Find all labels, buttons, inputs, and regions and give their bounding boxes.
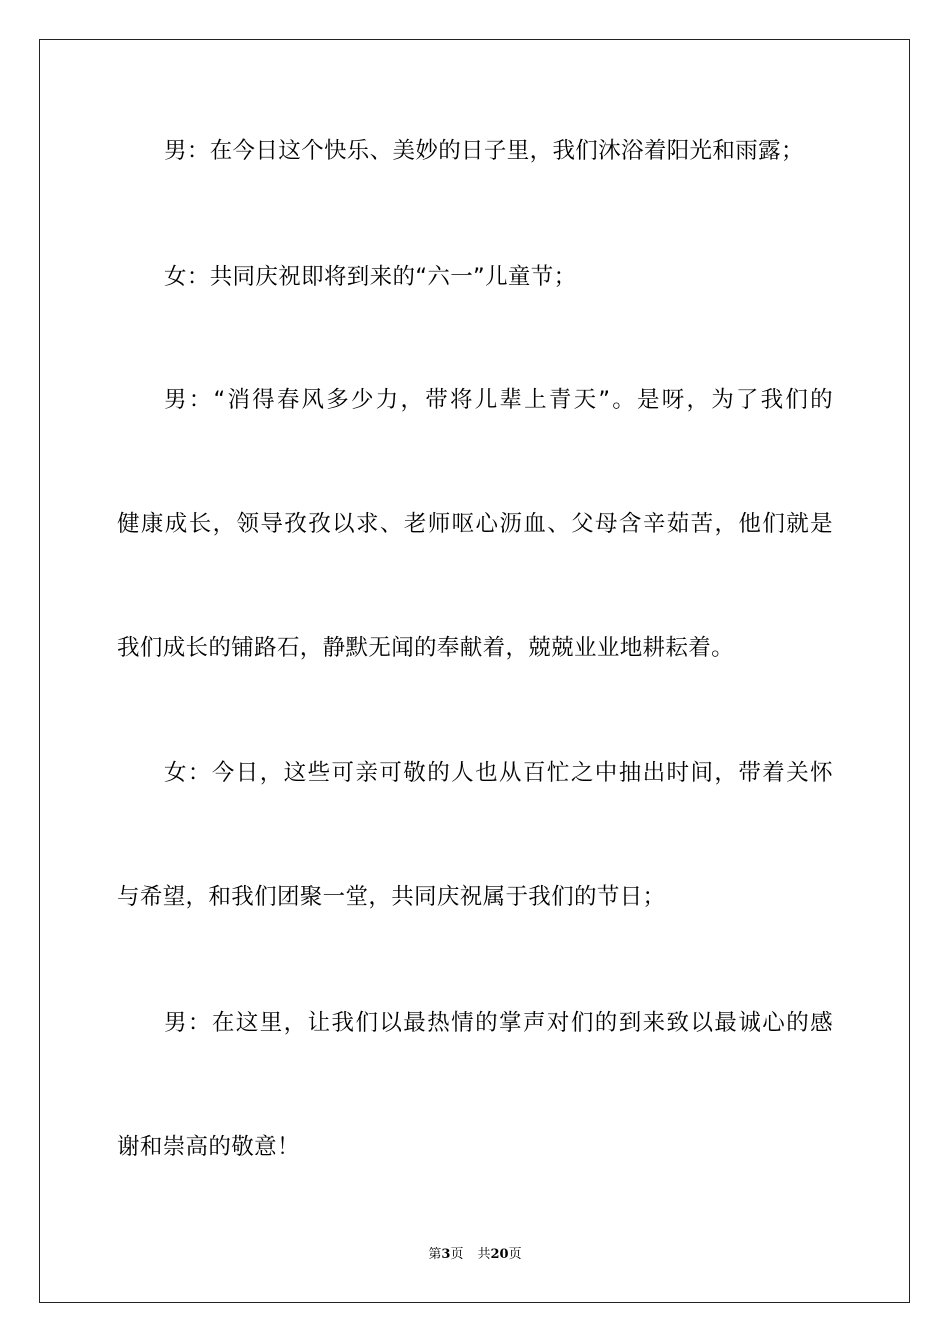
paragraph-line-2: 女：共同庆祝即将到来的“六一”儿童节； — [164, 264, 577, 290]
page-number: 3 — [441, 1247, 451, 1262]
paragraph-line-5: 我们成长的铺路石，静默无闻的奉献着，兢兢业业地耕耘着。 — [117, 635, 734, 661]
total-label-suffix: 页 — [508, 1247, 522, 1262]
total-label-prefix: 共 — [477, 1247, 491, 1262]
paragraph-line-7: 与希望，和我们团聚一堂，共同庆祝属于我们的节日； — [117, 884, 666, 910]
paragraph-line-1: 男：在今日这个快乐、美妙的日子里，我们沐浴着阳光和雨露； — [164, 138, 804, 164]
page-footer — [0, 1246, 950, 1264]
paragraph-line-8: 男：在这里，让我们以最热情的掌声对们的到来致以最诚心的感 — [164, 1010, 833, 1036]
paragraph-line-3: 男：“消得春风多少力，带将儿辈上青天”。是呀，为了我们的 — [164, 387, 833, 413]
total-pages: 20 — [490, 1247, 509, 1262]
page-label-prefix: 第 — [428, 1247, 442, 1262]
paragraph-line-4: 健康成长，领导孜孜以求、老师呕心沥血、父母含辛茹苦，他们就是 — [117, 511, 833, 537]
paragraph-line-9: 谢和崇高的敬意！ — [117, 1134, 300, 1160]
page-border — [39, 39, 910, 1303]
page-label-suffix: 页 — [450, 1247, 464, 1262]
paragraph-line-6: 女：今日，这些可亲可敬的人也从百忙之中抽出时间，带着关怀 — [164, 760, 833, 786]
